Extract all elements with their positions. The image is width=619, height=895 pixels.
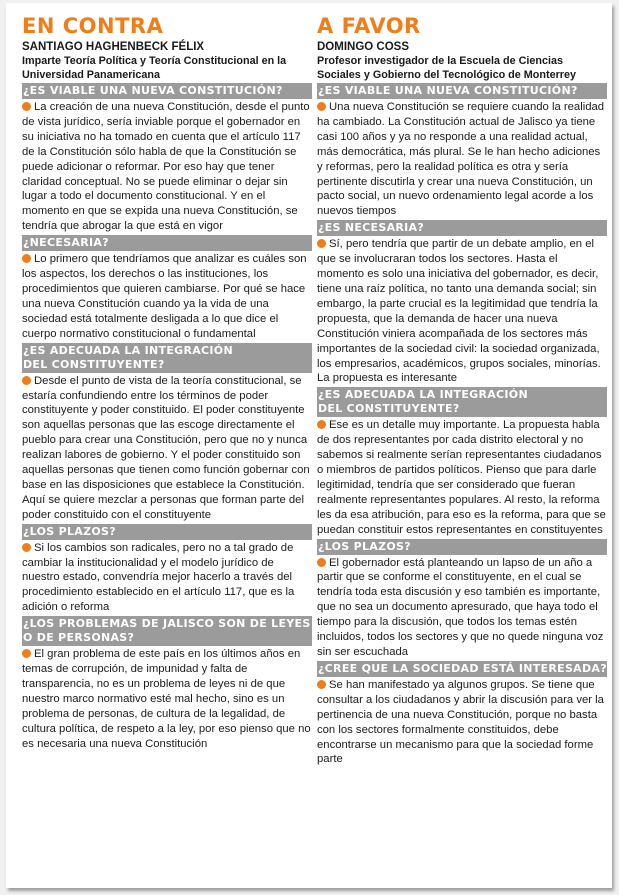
answer-body: La creación de una nueva Constitución, desde el punto de vista jurídico, sería inviable porque el gobernador en su iniciativa no ha tomado en cuenta que el artículo 117 de la Constitución sólo habla de que la Constitución se puede adicionar o reformar. Por eso hay que tener claridad conceptual. No se puede eliminar o dejar sin lugar a todo el documento constitucional. Y en el momento en que se expida una nueva Constitución, se tendría que abrogar la que está en vigor <box>22 101 310 233</box>
answer-body: Sí, pero tendría que partir de un debate amplio, en el que se involucraran todos los sectores. Hasta el momento es solo una iniciativa del gobernador, es decir, tiene una raíz política, no tanto una demanda social; sin embargo, la parte crucial es la legitimidad que tendría la propuesta, que la demanda de hacer una nueva Constitución viniera acompañada de los sectores más importantes de la sociedad civil: la sociedad organizada, los empresarios, académicos, grupos sociales, minorías. La propuesta es interesante <box>317 238 601 385</box>
bullet-dot-icon <box>317 420 326 429</box>
question-bar: ¿LOS PLAZOS? <box>317 539 607 555</box>
favor-title: A FAVOR <box>317 14 421 38</box>
bullet-dot-icon <box>22 649 31 658</box>
answer-text <box>317 418 607 537</box>
bullet-dot-icon <box>317 239 326 248</box>
answer-text <box>317 100 607 219</box>
answer-text <box>22 374 312 523</box>
answer-text <box>22 647 312 751</box>
question-bar: ¿ES VIABLE UNA NUEVA CONSTITUCIÓN? <box>317 83 607 99</box>
against-author: SANTIAGO HAGHENBECK FÉLIX <box>22 41 205 53</box>
question-bar: ¿ES ADECUADA LA INTEGRACIÓN DEL CONSTITUYENTE? <box>22 343 312 373</box>
bullet-dot-icon <box>22 543 31 552</box>
favor-column <box>317 15 607 767</box>
answer-text <box>317 556 607 660</box>
question-bar: ¿NECESARIA? <box>22 235 312 251</box>
bullet-dot-icon <box>22 376 31 385</box>
bullet-dot-icon <box>317 102 326 111</box>
bullet-dot-icon <box>22 102 31 111</box>
answer-body: Una nueva Constitución se requiere cuando la realidad ha cambiado. La Constitución actual de Jalisco ya tiene casi 100 años y ya no responde a una realidad actual, más democrática, más plural. Se le han hecho adiciones y reformas, pero la realidad política es otra y sería pertinente discutirla y crear una nueva Constitución, un pacto social, un nuevo ordenamiento legal acorde a los nuevos tiempos <box>317 101 605 218</box>
answer-text <box>22 100 312 234</box>
answer-text <box>317 237 607 386</box>
answer-body: Ese es un detalle muy importante. La propuesta habla de dos representantes por cada distrito electoral y no sabemos si realmente serían representantes ciudadanos o miembros de partidos políticos. Pienso que para darle legitimidad, tendría que ser considerado que fueran realmente representantes populares. Al resto, la reforma les da esa atribución, para eso es la reforma, para que se puedan constituir estos representantes en constituyentes <box>317 419 606 536</box>
question-bar: ¿LOS PLAZOS? <box>22 524 312 540</box>
question-bar: ¿CREE QUE LA SOCIEDAD ESTÁ INTERESADA? <box>318 661 607 675</box>
answer-body: Desde el punto de vista de la teoría constitucional, se estaría confundiendo entre los términos de poder constituyente y poder constituido. El poder constituyente son aquellas personas que las escoge directamente el pueblo para crear una Constitución, pero que no y nunca realizan labores de gobierno. Y el poder constituido son aquellas personas que tienen como función gobernar con base en las disposiciones que establece la Constitución. Aquí se quiere mezclar a personas que forman parte del poder constituido con el constituyente <box>22 374 310 521</box>
question-bar: ¿ES VIABLE UNA NUEVA CONSTITUCIÓN? <box>22 83 312 99</box>
against-affiliation: Imparte Teoría Política y Teoría Constitucional en la Universidad Panamericana <box>22 55 287 81</box>
answer-text <box>22 541 312 616</box>
against-column <box>22 15 312 752</box>
newspaper-page <box>6 3 612 888</box>
answer-body: El gobernador está planteando un lapso de un año a partir que se conforme el constituyente, en el cual se tendría toda esta discusión y eso también es importante, que no sea un documento apresurado, que haya todo el tiempo para la discusión, que todos los temas estén incluidos, todos los sectores y que no quede ninguna voz sin ser escuchada <box>317 556 604 658</box>
question-bar: ¿LOS PROBLEMAS DE JALISCO SON DE LEYES O DE PERSONAS? <box>23 617 311 645</box>
question-bar: ¿ES NECESARIA? <box>317 220 607 236</box>
against-title: EN CONTRA <box>22 14 164 38</box>
answer-body: Lo primero que tendríamos que analizar es cuáles son los aspectos, los derechos o las instituciones, los procedimientos que quieren cambiarse. Por qué se hace una nueva Constitución cuando ya la vida de una sociedad está totalmente desligada a lo que dice el cuerpo normativo constitucional o fundamental <box>22 253 307 340</box>
answer-text <box>22 252 312 341</box>
answer-body: Se han manifestado ya algunos grupos. Se tiene que consultar a los ciudadanos y abrir la discusión para ver la pertinencia de una nueva Constitución, porque no basta con los sectores formalmente constituidos, debe encontrarse un mecanismo para que la sociedad forme parte <box>317 678 604 766</box>
answer-body: El gran problema de este país en los últimos años en temas de corrupción, de impunidad y falta de transparencia, no es un problema de leyes ni de que nuestro marco normativo esté mal hecho, sino es un problema de personas, de cultura de la legalidad, de cultura política, de respeto a la ley, por eso pienso que no es necesaria una nueva Constitución <box>22 648 311 750</box>
answer-body: Si los cambios son radicales, pero no a tal grado de cambiar la institucionalidad y el modelo jurídico de nuestro estado, convendría mejor hacerlo a través del procedimiento establecido en el artículo 117, que es la adición o reforma <box>22 541 295 614</box>
bullet-dot-icon <box>22 254 31 263</box>
question-bar: ¿ES ADECUADA LA INTEGRACIÓN DEL CONSTITUYENTE? <box>317 387 607 417</box>
answer-text <box>317 678 607 767</box>
favor-affiliation: Profesor investigador de la Escuela de Ciencias Sociales y Gobierno del Tecnológico de Monterrey <box>317 55 576 81</box>
bullet-dot-icon <box>317 680 326 689</box>
favor-author: DOMINGO COSS <box>317 41 410 53</box>
bullet-dot-icon <box>317 558 326 567</box>
